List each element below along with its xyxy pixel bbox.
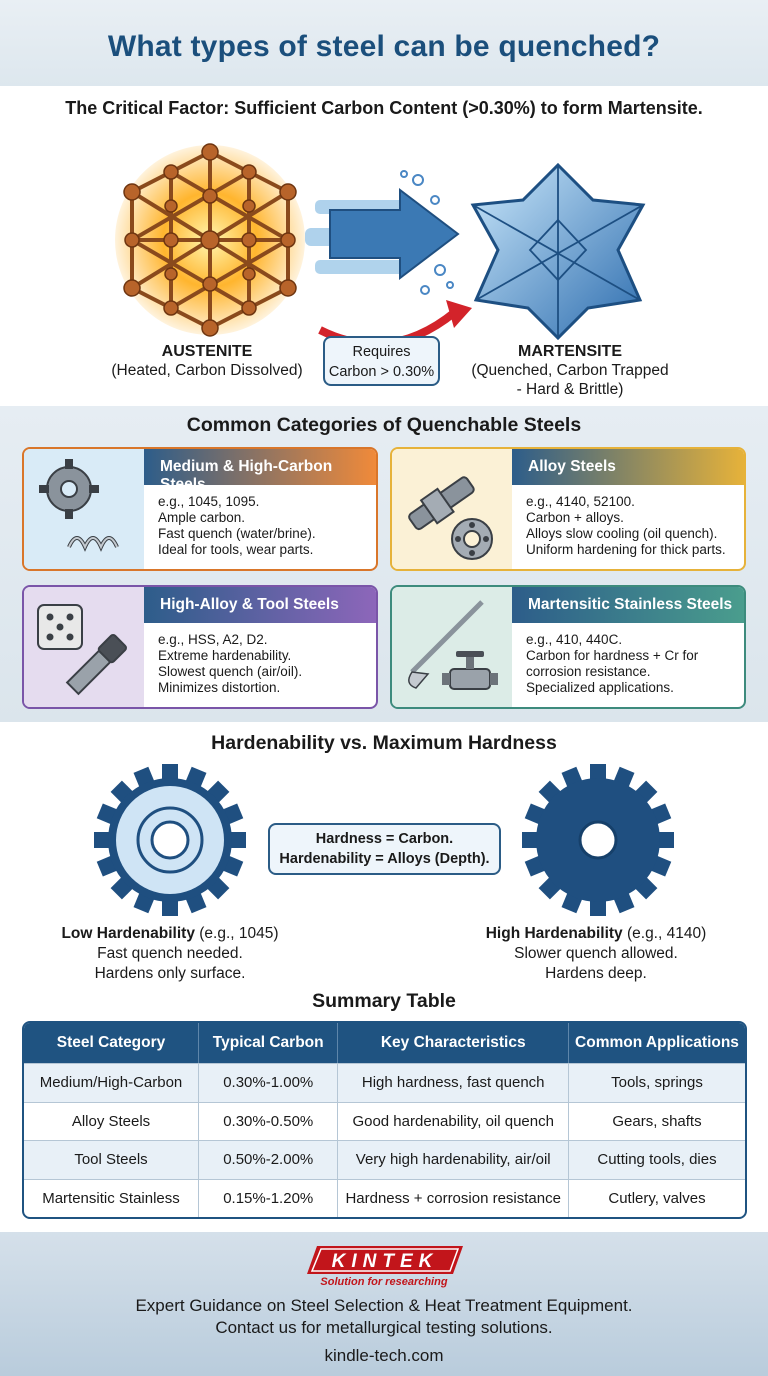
categories-title: Common Categories of Quenchable Steels [186, 414, 582, 436]
table-row [24, 1140, 745, 1179]
table-cell: 0.30%-1.00% [199, 1063, 338, 1102]
card-body [158, 494, 372, 558]
table-cell: Very high hardenability, air/oil [338, 1140, 569, 1179]
header-banner [0, 0, 768, 86]
category-card-carbon [22, 447, 378, 571]
card-body [158, 632, 372, 696]
low-line1: Fast quench needed. [97, 945, 243, 962]
martensite-label: MARTENSITE [518, 343, 622, 360]
table-cell: 0.30%-0.50% [199, 1102, 338, 1141]
card-body [526, 494, 740, 558]
quench-arrow-icon [300, 160, 480, 360]
table-cell: Tools, springs [569, 1063, 745, 1102]
martensite-desc2: - Hard & Brittle) [516, 381, 624, 398]
table-cell: 0.15%-1.20% [199, 1179, 338, 1218]
martensite-caption [450, 342, 690, 399]
austenite-label: AUSTENITE [161, 343, 253, 360]
logo-text: KINTEK [331, 1251, 439, 1272]
card-line: corrosion resistance. [526, 664, 651, 679]
card-line: Ideal for tools, wear parts. [158, 542, 314, 557]
martensite-crystal-icon [468, 160, 648, 340]
card-line: Carbon + alloys. [526, 510, 624, 525]
requirement-line1: Requires [352, 344, 411, 360]
low-example: (e.g., 1045) [194, 925, 279, 942]
table-cell: Martensitic Stainless [24, 1179, 199, 1218]
high-hardenability-caption [456, 924, 736, 984]
high-line1: Slower quench allowed. [514, 945, 678, 962]
austenite-desc: (Heated, Carbon Dissolved) [111, 362, 303, 379]
card-header: High-Alloy & Tool Steels [144, 587, 376, 623]
card-line: Specialized applications. [526, 680, 674, 695]
table-cell: Hardness + corrosion resistance [338, 1179, 569, 1218]
table-header-row [24, 1023, 745, 1063]
category-card-alloy [390, 447, 746, 571]
high-label: High Hardenability [485, 925, 623, 942]
card-icon-area [24, 449, 144, 569]
formula-hardness: Hardness = Carbon. [315, 831, 454, 847]
card-body [526, 632, 740, 696]
card-line: Ample carbon. [158, 510, 246, 525]
card-line: e.g., HSS, A2, D2. [158, 632, 268, 647]
card-line: Slowest quench (air/oil). [158, 664, 303, 679]
table-cell: 0.50%-2.00% [199, 1140, 338, 1179]
card-icon-area [392, 587, 512, 707]
low-hardenability-caption [30, 924, 310, 984]
card-line: Fast quench (water/brine). [158, 526, 316, 541]
summary-title: Summary Table [312, 990, 456, 1012]
low-hardenability-gear-icon [92, 762, 248, 918]
table-cell: Alloy Steels [24, 1102, 199, 1141]
critical-factor: The Critical Factor: Sufficient Carbon Content (>0.30%) to form Martensite. [65, 98, 703, 118]
card-icon-area [24, 587, 144, 707]
category-card-stainless [390, 585, 746, 709]
low-line2: Hardens only surface. [94, 965, 246, 982]
logo-tagline: Solution for researching [320, 1276, 448, 1288]
card-header: Medium & High-Carbon Steels [144, 449, 376, 485]
austenite-caption [92, 342, 322, 380]
table-row [24, 1102, 745, 1141]
column-header: Typical Carbon [199, 1023, 338, 1063]
austenite-crystal-icon [110, 140, 310, 340]
low-label: Low Hardenability [61, 925, 195, 942]
card-line: Alloys slow cooling (oil quench). [526, 526, 718, 541]
high-line2: Hardens deep. [545, 965, 647, 982]
footer-line1: Expert Guidance on Steel Selection & Heat Treatment Equipment. [135, 1296, 633, 1315]
high-hardenability-gear-icon [520, 762, 676, 918]
footer-text [0, 1295, 768, 1339]
website-link[interactable]: kindle-tech.com [324, 1346, 444, 1365]
card-line: e.g., 410, 440C. [526, 632, 623, 647]
table-cell: Medium/High-Carbon [24, 1063, 199, 1102]
footer-line2: Contact us for metallurgical testing solutions. [215, 1318, 553, 1337]
scalpel-valve-icon [392, 587, 512, 707]
requirement-line2: Carbon > 0.30% [328, 364, 435, 380]
card-line: e.g., 4140, 52100. [526, 494, 635, 509]
column-header: Steel Category [24, 1023, 199, 1063]
hardness-formula-box [268, 823, 501, 875]
card-line: e.g., 1045, 1095. [158, 494, 260, 509]
table-cell: Cutlery, valves [569, 1179, 745, 1218]
table-cell: Gears, shafts [569, 1102, 745, 1141]
page-title: What types of steel can be quenched? [107, 30, 661, 63]
column-header: Common Applications [569, 1023, 745, 1063]
kintek-logo [307, 1246, 463, 1274]
formula-hardenability: Hardenability = Alloys (Depth). [279, 851, 490, 867]
table-cell: Good hardenability, oil quench [338, 1102, 569, 1141]
summary-table [22, 1021, 747, 1219]
die-tool-icon [24, 587, 144, 707]
shaft-bearing-icon [392, 449, 512, 569]
card-line: Extreme hardenability. [158, 648, 292, 663]
card-header: Alloy Steels [512, 449, 744, 485]
gear-spring-icon [24, 449, 144, 569]
table-row [24, 1063, 745, 1102]
column-header: Key Characteristics [338, 1023, 569, 1063]
martensite-desc1: (Quenched, Carbon Trapped [471, 362, 669, 379]
card-line: Uniform hardening for thick parts. [526, 542, 726, 557]
table-row [24, 1179, 745, 1218]
table-cell: Cutting tools, dies [569, 1140, 745, 1179]
card-icon-area [392, 449, 512, 569]
table-cell: High hardness, fast quench [338, 1063, 569, 1102]
card-line: Carbon for hardness + Cr for [526, 648, 699, 663]
footer [0, 1232, 768, 1376]
category-card-tool [22, 585, 378, 709]
table-cell: Tool Steels [24, 1140, 199, 1179]
hardenability-title: Hardenability vs. Maximum Hardness [211, 732, 557, 754]
card-line: Minimizes distortion. [158, 680, 281, 695]
high-example: (e.g., 4140) [622, 925, 707, 942]
card-header: Martensitic Stainless Steels [512, 587, 744, 623]
carbon-requirement-box [323, 336, 440, 386]
